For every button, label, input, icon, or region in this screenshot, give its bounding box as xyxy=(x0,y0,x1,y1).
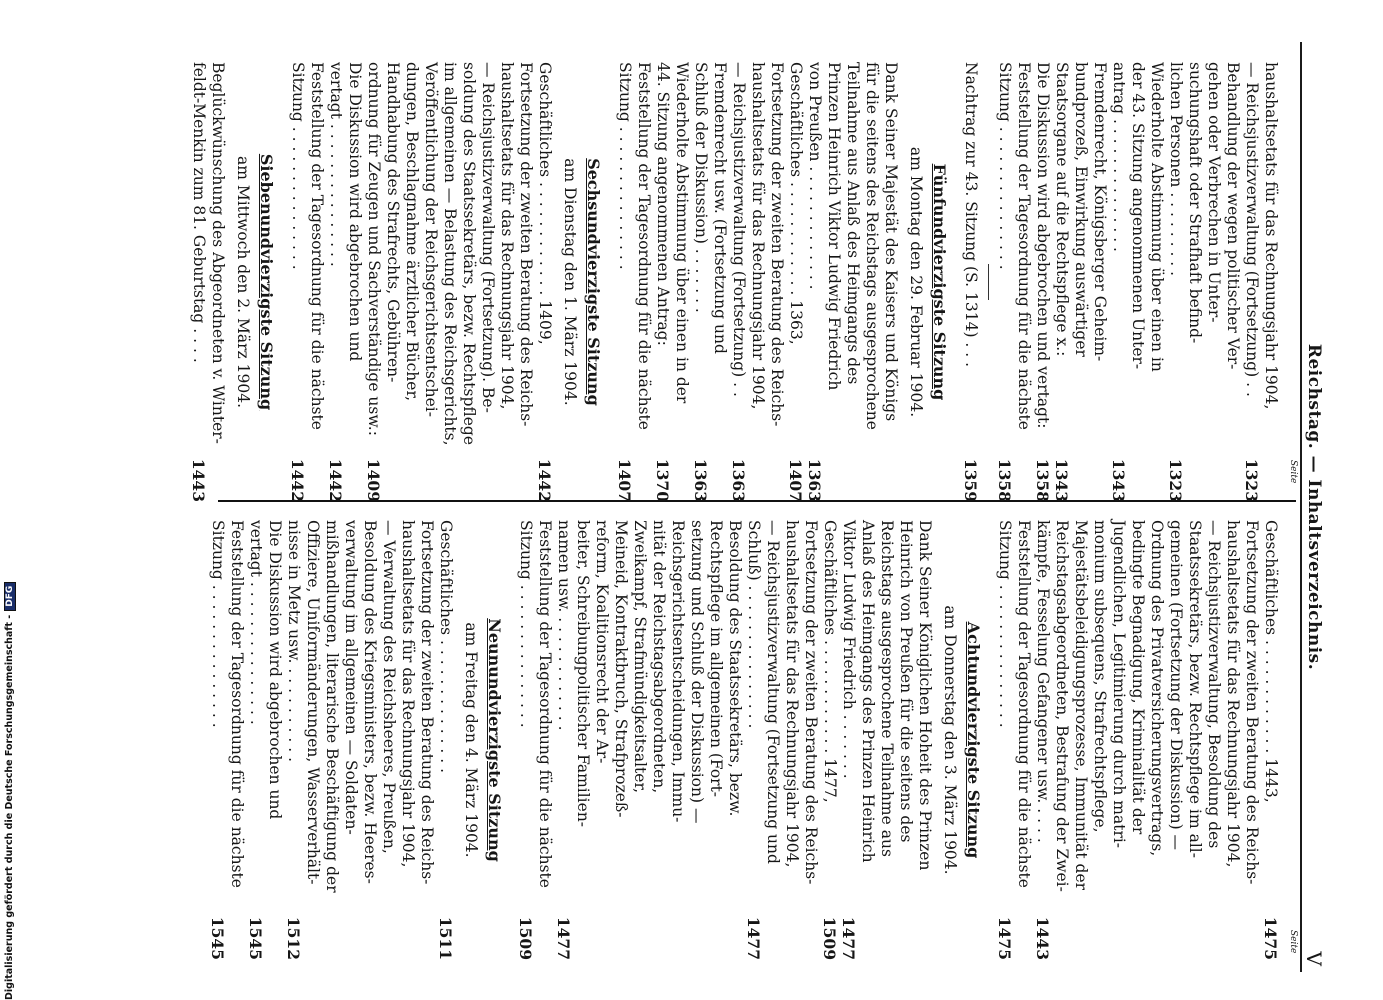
toc-entry-page: 1443 xyxy=(1033,916,1052,960)
toc-entry xyxy=(843,62,862,502)
toc-entry xyxy=(326,62,345,502)
toc-entry xyxy=(1052,62,1071,502)
toc-entry-text: Beglückwünschung des Abgeordneten v. Winter- xyxy=(209,62,227,444)
toc-entry xyxy=(345,62,364,502)
toc-entry-text: Feststellung der Tagesordnung für die nächste xyxy=(228,520,246,888)
toc-entry-text: Besoldung des Staatssekretärs, bezw. xyxy=(726,520,744,817)
toc-entry xyxy=(398,520,417,960)
toc-entry-page: 1358 xyxy=(1033,458,1052,502)
toc-entry xyxy=(1261,62,1280,502)
toc-entry-text: setzung und Schluß der Diskussion) — xyxy=(688,520,706,824)
toc-entry xyxy=(379,520,398,960)
toc-entry-page: 1442 xyxy=(535,458,554,502)
toc-entry-text: Die Diskussion wird abgebrochen und vertagt: xyxy=(1034,62,1052,429)
toc-entry-text: Sitzung . . . . . . . . . . . . . . . xyxy=(289,62,307,270)
toc-entry xyxy=(1147,520,1166,960)
toc-entry xyxy=(208,62,227,502)
toc-entry-text: vertagt . . . . . . . . . . . . . . . xyxy=(327,62,345,267)
toc-entry xyxy=(573,520,592,960)
toc-entry xyxy=(516,520,535,960)
toc-entry-text: feldt-Menkin zum 81. Geburtstag . . . . xyxy=(190,62,208,363)
toc-entry xyxy=(858,520,877,960)
session-title: Sechsundvierzigste Sitzung xyxy=(584,158,603,406)
toc-entry-page: 1442 xyxy=(288,458,307,502)
toc-entry xyxy=(189,62,208,502)
toc-entry-text: für die seitens des Reichstags ausgesprochene xyxy=(863,62,881,430)
toc-entry xyxy=(208,520,227,960)
toc-entry-page: 1363 xyxy=(691,458,710,502)
toc-entry xyxy=(763,520,782,960)
toc-entry-text: dungen, Beschlagnahme ärztlicher Bücher, xyxy=(403,62,421,402)
seite-label-right: Seite xyxy=(1288,930,1298,954)
toc-entry xyxy=(706,520,725,960)
toc-entry-text: Geschäftliches . . . . . . . . . . . . 1443, xyxy=(1262,520,1280,803)
right-column xyxy=(208,520,1280,960)
toc-entry-text: bedingte Begnadigung, Kriminalität der xyxy=(1129,520,1147,835)
section-rule xyxy=(988,264,989,300)
toc-entry xyxy=(1033,62,1052,502)
toc-entry xyxy=(630,520,649,960)
toc-entry xyxy=(1223,62,1242,502)
toc-entry-text: namen usw. . . . . . . . . . . . . xyxy=(555,520,573,731)
toc-entry-text: nisse in Metz usw. . . . . . . . . . . xyxy=(285,520,303,763)
toc-entry-text: Fortsetzung der zweiten Beratung des Reichs- xyxy=(517,62,535,427)
toc-entry xyxy=(801,520,820,960)
toc-entry xyxy=(725,520,744,960)
header-rule xyxy=(1300,42,1302,972)
toc-entry-text: nität der Reichstagsabgeordneten, xyxy=(650,520,668,794)
toc-entry xyxy=(1223,520,1242,960)
toc-entry xyxy=(824,62,843,502)
toc-entry-text: Feststellung der Tagesordnung für die nächste xyxy=(536,520,554,888)
toc-entry xyxy=(611,520,630,960)
session-date: am Montag den 29. Februar 1904. xyxy=(907,146,925,418)
toc-entry-text: gehen oder Verbrechen in Unter- xyxy=(1205,62,1223,323)
toc-entry xyxy=(881,62,900,502)
toc-entry-text: suchungshaft oder Strafhaft befind- xyxy=(1186,62,1204,344)
toc-entry-text: — Verwaltung des Reichsheeres, Preußen, xyxy=(380,520,398,854)
toc-entry xyxy=(1014,520,1033,960)
toc-entry-page: 1343 xyxy=(1052,458,1071,502)
toc-entry-page: 1323 xyxy=(1166,458,1185,502)
toc-entry xyxy=(687,520,706,960)
toc-entry xyxy=(634,62,653,502)
toc-entry xyxy=(915,520,934,960)
toc-entry xyxy=(265,520,284,960)
toc-entry-text: Schluß der Diskussion) . . . . . . . xyxy=(692,62,710,313)
toc-entry xyxy=(1242,520,1261,960)
toc-entry xyxy=(1071,520,1090,960)
toc-entry xyxy=(710,62,729,502)
toc-entry-text: Sitzung . . . . . . . . . . . . . . . xyxy=(616,62,634,270)
toc-entry-text: Heinrich von Preußen für die seitens des xyxy=(897,520,915,843)
toc-entry-text: Staatsorgane auf die Rechtspflege x.: xyxy=(1053,62,1071,357)
toc-entry-text: Prinzen Heinrich Viktor Ludwig Friedrich xyxy=(825,62,843,391)
page-number: V xyxy=(1302,951,1326,966)
toc-entry xyxy=(1185,62,1204,502)
toc-entry-text: Jugendlichen, Legitimierung durch matri- xyxy=(1110,520,1128,849)
toc-entry-page: 1509 xyxy=(516,916,535,960)
toc-entry-text: im allgemeinen — Belastung des Reichsgerichts, xyxy=(441,62,459,446)
toc-entry-text: Die Diskussion wird abgebrochen und xyxy=(266,520,284,820)
toc-entry-text: haushaltsetats für das Rechnungsjahr 1904, xyxy=(1262,62,1280,410)
session-title: Fünfundvierzigste Sitzung xyxy=(930,163,949,401)
toc-entry xyxy=(691,62,710,502)
toc-entry xyxy=(877,520,896,960)
toc-entry-page: 1358 xyxy=(995,458,1014,502)
toc-entry-text: Fremdenrecht usw. (Fortsetzung und xyxy=(711,62,729,354)
toc-entry-text: Majestätsbeleidigungsprozesse, Immunität der xyxy=(1072,520,1090,891)
toc-entry xyxy=(1033,520,1052,960)
toc-entry-text: — Reichsjustizverwaltung (Fortsetzung und xyxy=(764,520,782,864)
seite-label-left: Seite xyxy=(1288,460,1298,484)
toc-entry-text: Feststellung der Tagesordnung für die nächste xyxy=(635,62,653,430)
toc-entry xyxy=(1242,62,1261,502)
toc-entry-page: 1477 xyxy=(839,916,858,960)
toc-entry xyxy=(995,62,1014,502)
rotated-page xyxy=(30,0,1330,1000)
toc-entry xyxy=(459,62,478,502)
toc-entry xyxy=(1204,62,1223,502)
toc-entry xyxy=(1147,62,1166,502)
toc-entry xyxy=(436,520,455,960)
toc-entry-page: 1545 xyxy=(208,916,227,960)
toc-entry xyxy=(1166,520,1185,960)
toc-entry xyxy=(341,520,360,960)
toc-entry-text: Wiederholte Abstimmung über einen in der xyxy=(673,62,691,404)
toc-entry-text: mißhandlungen, literarische Beschäftigung der xyxy=(323,520,341,893)
toc-entry-text: Viktor Ludwig Friedrich . . . . . . . xyxy=(840,520,858,779)
toc-entry-text: monium subsequens, Strafrechtspflege, xyxy=(1091,520,1109,833)
toc-entry-page: 1475 xyxy=(995,916,1014,960)
toc-entry xyxy=(402,62,421,502)
toc-entry-page: 1363 xyxy=(805,458,824,502)
toc-entry xyxy=(782,520,801,960)
toc-entry-page: 1511 xyxy=(436,916,455,960)
toc-entry xyxy=(995,520,1014,960)
toc-entry xyxy=(246,520,265,960)
toc-entry xyxy=(1109,62,1128,502)
toc-entry-text: — Reichsjustizverwaltung (Fortsetzung) . . xyxy=(730,62,748,397)
toc-entry-text: Reichsgerichtsentscheidungen, Immu- xyxy=(669,520,687,823)
toc-entry-text: Handhabung des Strafrechts, Gebühren- xyxy=(384,62,402,383)
toc-entry-text: Wiederholte Abstimmung über einen in xyxy=(1148,62,1166,372)
toc-entry-text: Geschäftliches . . . . . . . . . . . . . . xyxy=(437,520,455,774)
toc-entry-text: haushaltsetats für das Rechnungsjahr 1904, xyxy=(399,520,417,868)
toc-entry xyxy=(1261,520,1280,960)
toc-entry-text: Reichstagsabgeordneten, Bestrafung der Zwei- xyxy=(1053,520,1071,892)
toc-entry xyxy=(1014,62,1033,502)
toc-entry-text: lichen Personen . . . . . . . . . xyxy=(1167,62,1185,277)
toc-entry xyxy=(1090,62,1109,502)
toc-entry-text: haushaltsetats für das Rechnungsjahr 1904, xyxy=(783,520,801,868)
toc-entry-text: kämpfe, Fesselung Gefangener usw. . . . . xyxy=(1034,520,1052,843)
toc-entry-text: Dank Seiner Königlichen Hoheit des Prinzen xyxy=(916,520,934,871)
toc-entry xyxy=(649,520,668,960)
toc-entry-text: Fremdenrecht, Königsberger Geheim- xyxy=(1091,62,1109,362)
toc-entry xyxy=(592,520,611,960)
toc-entry xyxy=(786,62,805,502)
toc-entry-page: 1477 xyxy=(554,916,573,960)
toc-entry-text: vertagt . . . . . . . . . . . . . . . xyxy=(247,520,265,725)
toc-entry-text: Besoldung des Kriegsministers, bezw. Heeres- xyxy=(361,520,379,884)
toc-entry-text: reform, Koalitionsrecht der Ar- xyxy=(593,520,611,764)
toc-entry xyxy=(748,62,767,502)
toc-entry-text: Feststellung der Tagesordnung für die nächste xyxy=(1015,62,1033,430)
toc-entry xyxy=(288,62,307,502)
toc-entry xyxy=(535,520,554,960)
toc-entry-page: 1545 xyxy=(246,916,265,960)
toc-entry xyxy=(383,62,402,502)
toc-entry xyxy=(360,520,379,960)
toc-entry-text: Offiziere, Uniformänderungen, Wasserverhält- xyxy=(304,520,322,885)
toc-entry-text: Geschäftliches . . . . . . . . . . . . 1409, xyxy=(536,62,554,345)
toc-entry-page: 1442 xyxy=(326,458,345,502)
toc-entry-text: Die Diskussion wird abgebrochen und xyxy=(346,62,364,362)
toc-entry-text: Staatssekretärs, bezw. Rechtspflege im all- xyxy=(1186,520,1204,858)
toc-entry-text: haushaltsetats für das Rechnungsjahr 1904, xyxy=(749,62,767,410)
session-date: am Mittwoch den 2. März 1904. xyxy=(234,155,252,409)
toc-entry-text: Sitzung . . . . . . . . . . . . . . . xyxy=(996,520,1014,728)
toc-entry-page: 1323 xyxy=(1242,458,1261,502)
session-title: Neunundvierzigste Sitzung xyxy=(485,618,504,862)
toc-entry-text: Teilnahme aus Anlaß des Heimgangs des xyxy=(844,62,862,385)
toc-entry xyxy=(1071,62,1090,502)
toc-entry-page: 1370 xyxy=(653,458,672,502)
toc-entry xyxy=(421,62,440,502)
toc-entry-page: 1343 xyxy=(1109,458,1128,502)
page-title: Reichstag. — Inhaltsverzeichnis. xyxy=(1304,343,1324,671)
toc-entry-text: Nachtrag zur 43. Sitzung (S. 1314) . . . xyxy=(962,62,980,368)
toc-entry-text: Behandlung der wegen politischer Ver- xyxy=(1224,62,1242,370)
toc-entry-text: von Preußen . . . . . . . . . . . . . xyxy=(806,62,824,290)
toc-entry xyxy=(227,520,246,960)
toc-entry-text: bundprozeß, Einwirkung auswärtiger xyxy=(1072,62,1090,357)
toc-entry xyxy=(615,62,634,502)
toc-entry xyxy=(653,62,672,502)
toc-entry-page: 1512 xyxy=(284,916,303,960)
toc-entry-text: soldung des Staatssekretärs, bezw. Rechtspflege xyxy=(460,62,478,446)
toc-entry xyxy=(1185,520,1204,960)
toc-entry xyxy=(1166,62,1185,502)
toc-entry-text: Schluß) . . . . . . . . . . . . . . . xyxy=(745,520,763,729)
toc-entry xyxy=(729,62,748,502)
toc-entry-page: 1475 xyxy=(1261,916,1280,960)
toc-entry xyxy=(364,62,383,502)
toc-entry-text: Fortsetzung der zweiten Beratung des Reichs- xyxy=(802,520,820,885)
toc-entry-text: ordnung für Zeugen und Sachverständige usw.: xyxy=(365,62,383,436)
toc-entry xyxy=(896,520,915,960)
toc-entry-text: Anlaß des Heimgangs des Prinzen Heinrich xyxy=(859,520,877,863)
toc-entry-text: antrag . . . . . . . . . . . . . . xyxy=(1110,62,1128,252)
toc-entry xyxy=(1052,520,1071,960)
toc-entry xyxy=(497,62,516,502)
toc-entry-text: Feststellung der Tagesordnung für die nächste xyxy=(1015,520,1033,888)
toc-entry-text: Rechtspflege im allgemeinen (Fort- xyxy=(707,520,725,798)
toc-entry xyxy=(820,520,839,960)
toc-entry-text: Zweikampf, Strafmündigkeitsalter, xyxy=(631,520,649,794)
session-title: Siebenundvierzigste Sitzung xyxy=(257,153,276,411)
session-date: am Freitag den 4. März 1904. xyxy=(462,622,480,858)
toc-entry xyxy=(805,62,824,502)
page-header xyxy=(1302,42,1324,972)
toc-entry xyxy=(554,520,573,960)
toc-entry-text: Fortsetzung der zweiten Beratung des Reichs- xyxy=(1243,520,1261,885)
toc-entry-text: — Reichsjustizverwaltung (Fortsetzung). Be- xyxy=(479,62,497,413)
toc-entry-text: Sitzung . . . . . . . . . . . . . . . xyxy=(209,520,227,728)
session-date: am Donnerstag den 3. März 1904. xyxy=(941,605,959,875)
toc-entry-text: der 43. Sitzung angenommenen Unter- xyxy=(1129,62,1147,370)
nachtrag-entry xyxy=(961,62,980,502)
session-date: am Dienstag den 1. März 1904. xyxy=(561,158,579,406)
toc-entry xyxy=(839,520,858,960)
toc-entry xyxy=(284,520,303,960)
toc-entry-text: Sitzung . . . . . . . . . . . . . . . xyxy=(517,520,535,728)
toc-entry xyxy=(417,520,436,960)
toc-entry xyxy=(672,62,691,502)
toc-entry-text: Veröffentlichung der Reichsgerichtsentschei- xyxy=(422,62,440,418)
toc-entry xyxy=(307,62,326,502)
toc-entry-page: 1363 xyxy=(729,458,748,502)
toc-entry xyxy=(862,62,881,502)
toc-entry xyxy=(516,62,535,502)
toc-entry-text: Geschäftliches . . . . . . . . . . . . 1363, xyxy=(787,62,805,345)
funding-note-text: Digitalisierung gefördert durch die Deutsche Forschungsgemeinschaft - xyxy=(4,614,15,1000)
toc-entry-text: 44. Sitzung angenommenen Antrag: xyxy=(654,62,672,346)
toc-entry-text: Dank Seiner Majestät des Kaisers und Königs xyxy=(882,62,900,422)
toc-entry-page: 1443 xyxy=(189,458,208,502)
toc-entry-page: 1477 xyxy=(744,916,763,960)
toc-entry-page: 1407 xyxy=(786,458,805,502)
toc-entry-text: Fortsetzung der zweiten Beratung des Reichs- xyxy=(418,520,436,885)
dfg-logo: DFG xyxy=(4,582,16,611)
toc-entry-text: Reichstags ausgesprochene Teilnahme aus xyxy=(878,520,896,857)
toc-entry-page: 1409 xyxy=(364,458,383,502)
toc-entry xyxy=(1109,520,1128,960)
toc-entry-text: beiter, Schreibungpolitischer Familien- xyxy=(574,520,592,828)
toc-entry xyxy=(744,520,763,960)
toc-entry xyxy=(767,62,786,502)
toc-entry-text: Ordnung des Privatversicherungsvertrags, xyxy=(1148,520,1166,857)
funding-note xyxy=(4,585,20,1000)
toc-entry xyxy=(440,62,459,502)
toc-entry-page: 1509 xyxy=(820,916,839,960)
toc-entry-text: haushaltsetats für das Rechnungsjahr 1904, xyxy=(1224,520,1242,868)
toc-entry-text: gemeinen (Fortsetzung der Diskussion) — xyxy=(1167,520,1185,851)
toc-entry xyxy=(1128,520,1147,960)
toc-entry xyxy=(668,520,687,960)
toc-entry-page: 1407 xyxy=(615,458,634,502)
toc-entry xyxy=(1090,520,1109,960)
toc-entry-text: Meineid, Kontraktbruch, Strafprozeß- xyxy=(612,520,630,818)
toc-entry-text: haushaltsetats für das Rechnungsjahr 1904, xyxy=(498,62,516,410)
toc-entry-text: verwaltung im allgemeinen — Soldaten- xyxy=(342,520,360,835)
toc-entry-page: 1359 xyxy=(961,458,980,502)
toc-entry xyxy=(478,62,497,502)
toc-entry-text: Sitzung . . . . . . . . . . . . . . . xyxy=(996,62,1014,270)
toc-entry xyxy=(1128,62,1147,502)
toc-entry-text: Geschäftliches . . . . . . . . . . . . 1477, xyxy=(821,520,839,803)
toc-entry-text: Fortsetzung der zweiten Beratung des Reichs- xyxy=(768,62,786,427)
toc-entry-text: — Reichsjustizverwaltung, Besoldung des xyxy=(1205,520,1223,849)
left-column xyxy=(189,62,1280,502)
toc-entry-text: Feststellung der Tagesordnung für die nächste xyxy=(308,62,326,430)
toc-entry-text: — Reichsjustizverwaltung (Fortsetzung) . . xyxy=(1243,62,1261,397)
session-title: Achtundvierzigste Sitzung xyxy=(964,621,983,859)
toc-entry xyxy=(1204,520,1223,960)
toc-entry xyxy=(303,520,322,960)
toc-entry xyxy=(535,62,554,502)
toc-entry xyxy=(322,520,341,960)
